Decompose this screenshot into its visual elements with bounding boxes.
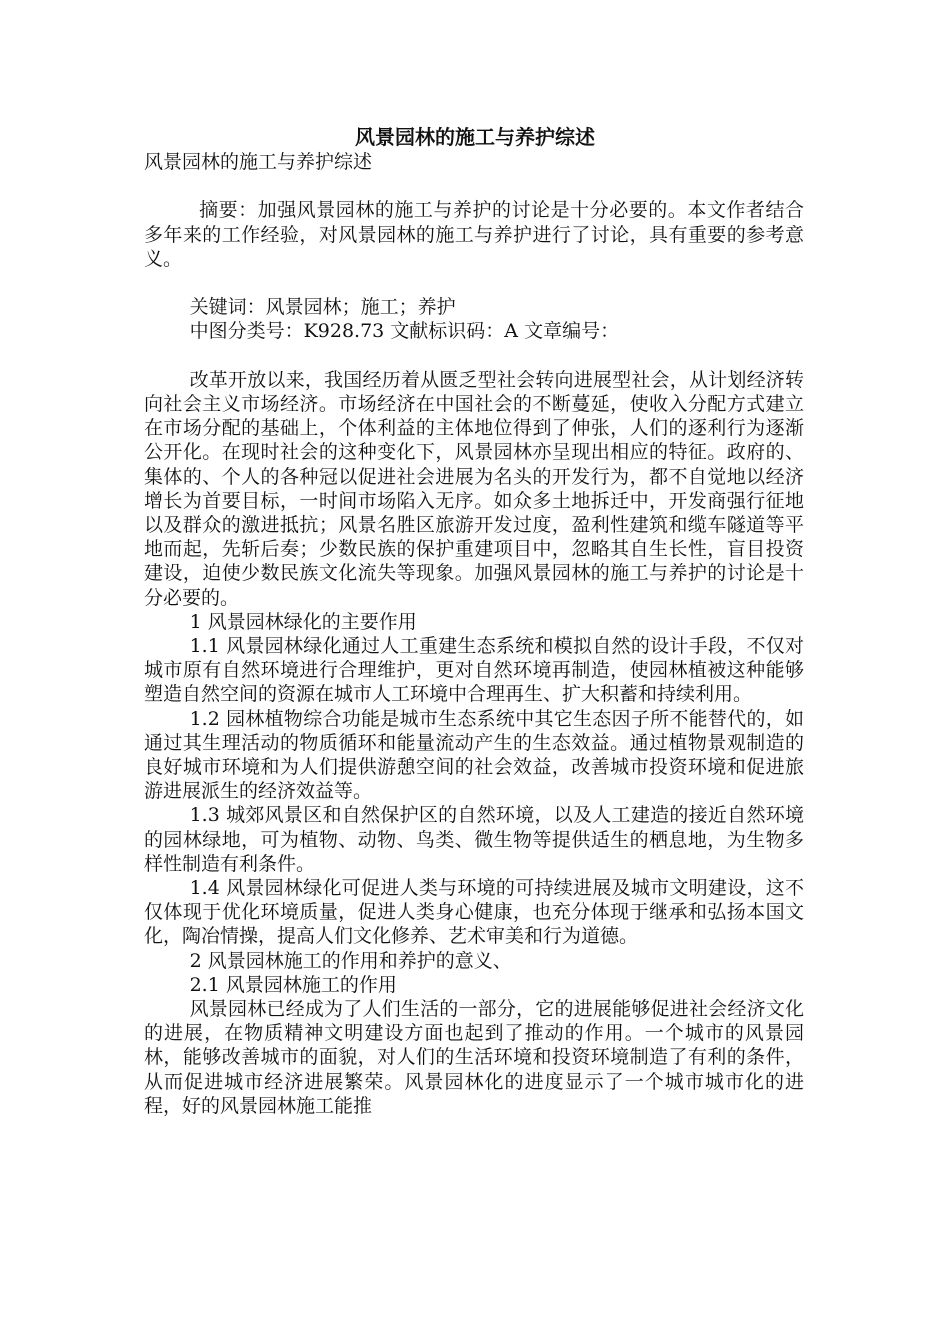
body-paragraph: 1.1 风景园林绿化通过人工重建生态系统和模拟自然的设计手段，不仅对城市原有自然环境进行合理维护，更对自然环境再制造，使园林植被这种能够塑造自然空间的资源在城市人工环境中合理再生、扩大积蓄和持续利用。 bbox=[144, 635, 804, 706]
document-body bbox=[144, 150, 804, 1118]
section-heading: 2 风景园林施工的作用和养护的意义、 bbox=[189, 949, 512, 972]
body-paragraph: 1.3 城郊风景区和自然保护区的自然环境，以及人工建造的接近自然环境的园林绿地，可为植物、动物、鸟类、微生物等提供适生的栖息地，为生物多样性制造有利条件。 bbox=[144, 804, 804, 875]
blank-line bbox=[144, 271, 804, 295]
document-title: 风景园林的施工与养护综述 bbox=[355, 125, 595, 149]
keywords-line: 关键词：风景园林；施工；养护 bbox=[189, 296, 456, 319]
body-paragraph: 1.2 园林植物综合功能是城市生态系统中其它生态因子所不能替代的，如通过其生理活动的物质循环和能量流动产生的生态效益。通过植物景观制造的良好城市环境和为人们提供游憩空间的社会效益，改善城市投资环境和促进旅游进展派生的经济效益等。 bbox=[144, 707, 804, 803]
subsection-heading: 2.1 风景园林施工的作用 bbox=[189, 973, 397, 996]
classification-line: 中图分类号：K928.73 文献标识码：A 文章编号： bbox=[189, 320, 620, 343]
document-subtitle: 风景园林的施工与养护综述 bbox=[144, 151, 373, 173]
body-paragraph: 风景园林已经成为了人们生活的一部分，它的进展能够促进社会经济文化的进展，在物质精神文明建设方面也起到了推动的作用。一个城市的风景园林，能够改善城市的面貌，对人们的生活环境和投资环境制造了有利的条件，从而促进城市经济进展繁荣。风景园林化的进度显示了一个城市城市化的进程，好的风景园林施工能推 bbox=[144, 998, 804, 1117]
blank-line bbox=[144, 174, 804, 198]
body-paragraph: 改革开放以来，我国经历着从匮乏型社会转向进展型社会，从计划经济转向社会主义市场经济。市场经济在中国社会的不断蔓延，使收入分配方式建立在市场分配的基础上，个体利益的主体地位得到了伸张，人们的逐利行为逐渐公开化。在现时社会的这种变化下，风景园林亦呈现出相应的特征。政府的、集体的、个人的各种冠以促进社会进展为名头的开发行为，都不自觉地以经济增长为首要目标，一时间市场陷入无序。如众多土地拆迁中，开发商强行征地以及群众的激进抵抗；风景名胜区旅游开发过度，盈利性建筑和缆车隧道等平地而起，先斩后奏；少数民族的保护重建项目中，忽略其自生长性，盲目投资建设，迫使少数民族文化流失等现象。加强风景园林的施工与养护的讨论是十分必要的。 bbox=[144, 368, 804, 609]
abstract-paragraph: 摘要：加强风景园林的施工与养护的讨论是十分必要的。本文作者结合多年来的工作经验，对风景园林的施工与养护进行了讨论，具有重要的参考意义。 bbox=[144, 199, 804, 270]
body-paragraph: 1.4 风景园林绿化可促进人类与环境的可持续进展及城市文明建设，这不仅体现于优化环境质量，促进人类身心健康，也充分体现于继承和弘扬本国文化，陶冶情操，提高人们文化修养、艺术审美和行为道德。 bbox=[144, 877, 804, 948]
blank-line bbox=[144, 344, 804, 368]
section-heading: 1 风景园林绿化的主要作用 bbox=[189, 610, 417, 633]
